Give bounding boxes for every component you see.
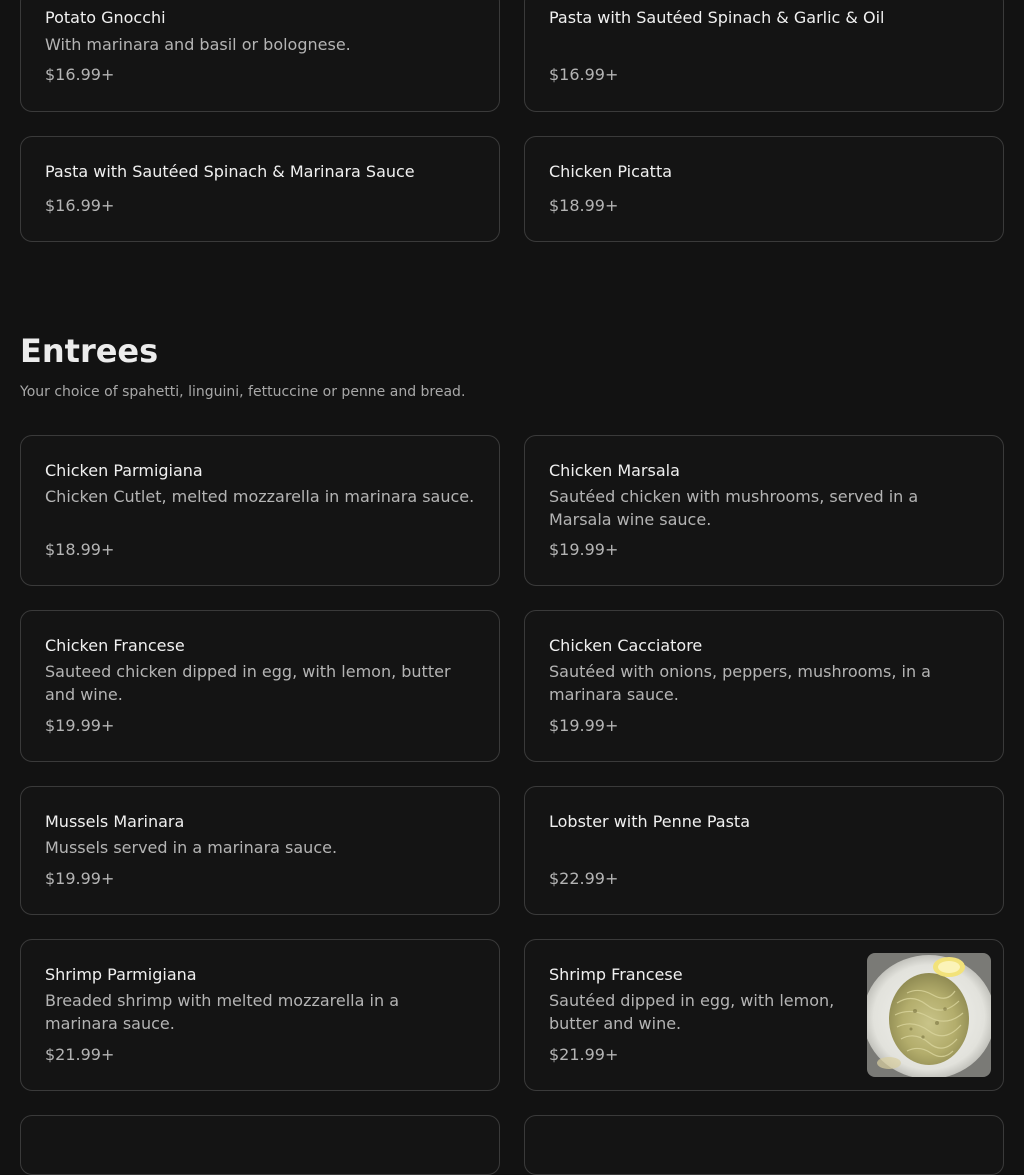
menu-item-name: Shrimp Parmigiana — [45, 965, 197, 984]
menu-item-name: Chicken Cacciatore — [549, 636, 703, 655]
menu-item-description: With marinara and basil or bolognese. — [45, 35, 351, 54]
menu-item-card[interactable] — [20, 1115, 500, 1175]
menu-item-description: Sauteed chicken dipped in egg, with lemon, butter and wine. — [45, 662, 451, 704]
menu-item-card[interactable] — [524, 136, 1004, 242]
menu-item-name: Mussels Marinara — [45, 812, 185, 831]
menu-item-name: Potato Gnocchi — [45, 8, 166, 27]
menu-item-description: Breaded shrimp with melted mozzarella in a marinara sauce. — [45, 991, 399, 1033]
menu-item-name: Chicken Francese — [45, 636, 185, 655]
menu-item-price: $22.99+ — [549, 869, 619, 888]
menu-item-price: $19.99+ — [45, 716, 115, 735]
menu-item-card[interactable] — [524, 435, 1004, 586]
menu-item-price: $19.99+ — [549, 540, 619, 559]
menu-item-description: Chicken Cutlet, melted mozzarella in marinara sauce. — [45, 487, 475, 506]
menu-item-name: Lobster with Penne Pasta — [549, 812, 751, 831]
menu-item-description: Mussels served in a marinara sauce. — [45, 838, 338, 857]
menu-item-price: $21.99+ — [549, 1045, 619, 1064]
menu-item-description: Sautéed chicken with mushrooms, served in a Marsala wine sauce. — [549, 487, 919, 529]
menu-item-price: $19.99+ — [549, 716, 619, 735]
menu-item-card[interactable] — [20, 610, 500, 762]
menu-item-card[interactable] — [524, 610, 1004, 762]
menu-item-price: $21.99+ — [45, 1045, 115, 1064]
menu-item-card[interactable] — [524, 939, 1004, 1091]
menu-item-price: $16.99+ — [45, 196, 115, 215]
menu-item-card[interactable] — [20, 786, 500, 915]
menu-item-card[interactable] — [524, 786, 1004, 915]
menu-item-description: Sautéed dipped in egg, with lemon, butter and wine. — [549, 991, 835, 1033]
dish-photo — [867, 953, 991, 1077]
menu-item-card[interactable] — [20, 435, 500, 586]
menu-item-card[interactable] — [20, 939, 500, 1091]
section-title: Entrees — [20, 332, 159, 370]
menu-item-name: Chicken Parmigiana — [45, 461, 203, 480]
menu-item-card[interactable] — [20, 136, 500, 242]
menu-item-card[interactable] — [20, 0, 500, 112]
menu-item-price: $18.99+ — [549, 196, 619, 215]
menu-item-name: Chicken Marsala — [549, 461, 680, 480]
pasta-plate-image — [867, 953, 991, 1077]
section-subtitle: Your choice of spahetti, linguini, fettuccine or penne and bread. — [20, 384, 466, 400]
menu-item-price: $16.99+ — [549, 65, 619, 84]
menu-item-name: Pasta with Sautéed Spinach & Marinara Sauce — [45, 162, 415, 181]
menu-item-name: Shrimp Francese — [549, 965, 683, 984]
menu-item-price: $18.99+ — [45, 540, 115, 559]
menu-item-name: Pasta with Sautéed Spinach & Garlic & Oil — [549, 8, 885, 27]
menu-item-card[interactable] — [524, 1115, 1004, 1175]
menu-item-name: Chicken Picatta — [549, 162, 673, 181]
menu-item-card[interactable] — [524, 0, 1004, 112]
menu-item-price: $16.99+ — [45, 65, 115, 84]
menu-item-price: $19.99+ — [45, 869, 115, 888]
menu-item-description: Sautéed with onions, peppers, mushrooms, in a marinara sauce. — [549, 662, 931, 704]
